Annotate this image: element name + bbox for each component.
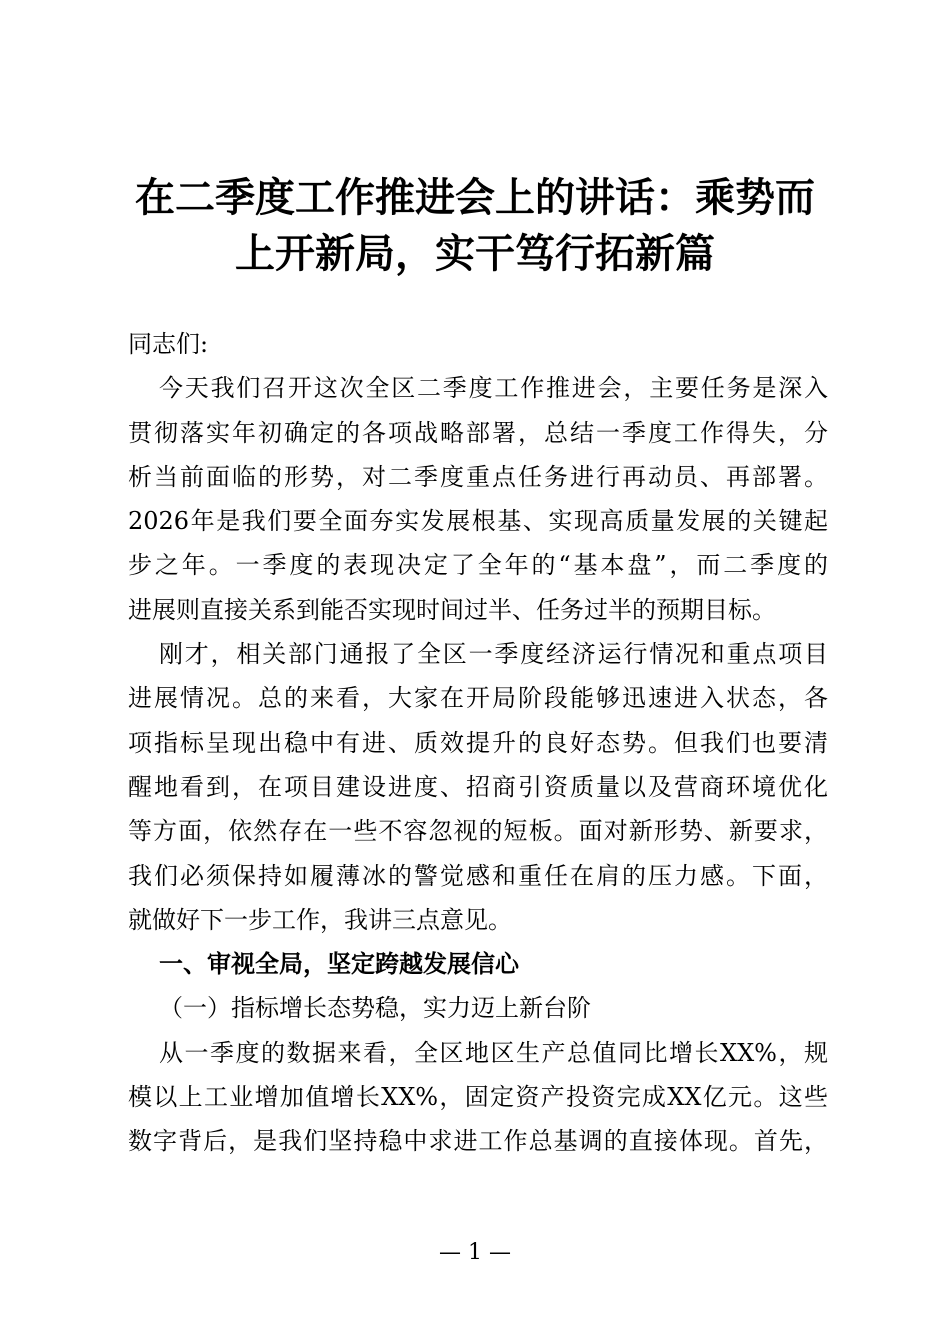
paragraph-line: 进展则直接关系到能否实现时间过半、任务过半的预期目标。 <box>128 595 776 624</box>
title-line-1: 在二季度工作推进会上的讲话：乘势而 <box>135 174 815 221</box>
paragraph-line: 等方面，依然存在一些不容忽视的短板。面对新形势、新要求， <box>128 817 828 846</box>
paragraph-line: 模以上工业增加值增长XX%，固定资产投资完成XX亿元。这些 <box>128 1083 828 1112</box>
paragraph-1 <box>128 366 828 632</box>
salutation: 同志们: <box>128 330 209 358</box>
title-line-2: 上开新局，实干笃行拓新篇 <box>235 230 715 277</box>
paragraph-line: 今天我们召开这次全区二季度工作推进会，主要任务是深入 <box>159 374 828 403</box>
document-body <box>128 322 828 1164</box>
paragraph-3 <box>128 1031 828 1164</box>
paragraph-2 <box>128 632 828 942</box>
page-number: — 1 — <box>439 1240 511 1265</box>
paragraph-line: 2026年是我们要全面夯实发展根基、实现高质量发展的关键起 <box>128 507 828 536</box>
section-heading-2: （一）指标增长态势稳，实力迈上新台阶 <box>159 994 591 1023</box>
paragraph-line: 贯彻落实年初确定的各项战略部署，总结一季度工作得失，分 <box>128 418 828 447</box>
paragraph-line: 就做好下一步工作，我讲三点意见。 <box>128 905 512 934</box>
paragraph-line: 进展情况。总的来看，大家在开局阶段能够迅速进入状态，各 <box>128 684 828 713</box>
paragraph-line: 数字背后，是我们坚持稳中求进工作总基调的直接体现。首先， <box>128 1127 828 1156</box>
section-heading-1: 一、审视全局，坚定跨越发展信心 <box>159 949 519 979</box>
paragraph-line: 我们必须保持如履薄冰的警觉感和重任在肩的压力感。下面， <box>128 861 828 890</box>
paragraph-line: 项指标呈现出稳中有进、质效提升的良好态势。但我们也要清 <box>128 728 828 757</box>
paragraph-line: 醒地看到，在项目建设进度、招商引资质量以及营商环境优化 <box>128 772 828 801</box>
paragraph-line: 从一季度的数据来看，全区地区生产总值同比增长XX%，规 <box>159 1038 828 1067</box>
paragraph-line: 析当前面临的形势，对二季度重点任务进行再动员、再部署。 <box>128 462 828 491</box>
paragraph-line: 步之年。一季度的表现决定了全年的“基本盘”，而二季度的 <box>128 551 828 580</box>
document-title <box>100 170 850 282</box>
paragraph-line: 刚才，相关部门通报了全区一季度经济运行情况和重点项目 <box>159 640 828 669</box>
